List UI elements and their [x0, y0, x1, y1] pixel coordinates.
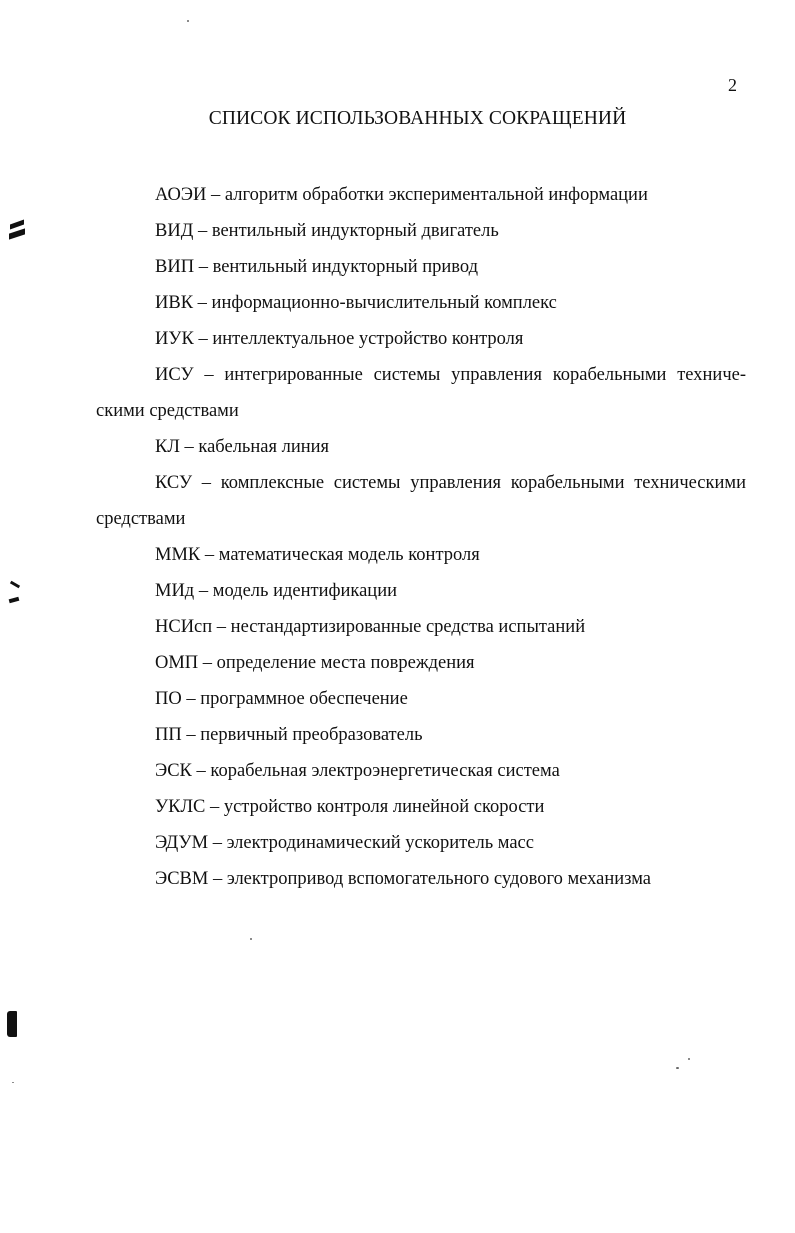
scan-speck — [688, 1058, 690, 1060]
separator: – — [181, 725, 201, 745]
page-number: 2 — [728, 75, 737, 95]
abbreviation: ММК — [155, 545, 201, 565]
separator: – — [198, 653, 217, 673]
scan-mark — [10, 581, 20, 589]
scan-speck — [250, 938, 252, 940]
definition: программное обеспечение — [200, 689, 408, 709]
separator: – — [200, 545, 219, 565]
separator: – — [191, 761, 211, 781]
abbreviation: УКЛС — [155, 797, 206, 817]
scan-mark — [7, 1011, 17, 1037]
scan-mark — [9, 597, 20, 603]
abbreviation: ИВК — [155, 293, 194, 313]
definition: интеллектуальное устройство контроля — [212, 329, 524, 349]
list-item — [96, 465, 746, 537]
abbreviation: ЭСВМ — [155, 869, 209, 889]
separator: – — [212, 617, 231, 637]
definition: модель идентификации — [212, 581, 397, 601]
definition: нестандартизированные средства испытаний — [230, 617, 586, 637]
definition: информационно-вычислительный комплекс — [211, 293, 557, 313]
list-item — [96, 285, 746, 321]
separator: – — [194, 581, 213, 601]
definition: алгоритм обработки экспериментальной информации — [224, 185, 648, 205]
list-item — [96, 357, 746, 429]
separator: – — [206, 185, 225, 205]
definition: интегрированные системы управления корабельными техниче-скими средствами — [96, 365, 747, 421]
separator: – — [194, 257, 213, 277]
abbreviation: НСИсп — [155, 617, 213, 637]
definition: вентильный индукторный двигатель — [211, 221, 499, 241]
definition: устройство контроля линейной скорости — [223, 797, 545, 817]
abbreviation: ВИД — [155, 221, 194, 241]
scan-mark — [10, 219, 24, 229]
abbreviation: АОЭИ — [155, 185, 207, 205]
definition: электропривод вспомогательного судового механизма — [226, 869, 651, 889]
definition: корабельная электроэнергетическая система — [210, 761, 560, 781]
separator: – — [193, 221, 212, 241]
abbreviation: КЛ — [155, 437, 180, 457]
abbreviation: ИУК — [155, 329, 194, 349]
separator: – — [192, 473, 221, 493]
list-item — [96, 429, 746, 465]
scan-speck — [676, 1067, 679, 1069]
list-item — [96, 249, 746, 285]
scan-speck — [12, 1082, 14, 1083]
abbreviation: КСУ — [155, 473, 193, 493]
list-item — [96, 825, 746, 861]
list-item — [96, 321, 746, 357]
separator: – — [193, 365, 225, 385]
list-item — [96, 681, 746, 717]
list-item — [96, 861, 746, 897]
definition: комплексные системы управления корабельными техническими средствами — [96, 473, 747, 529]
list-item — [96, 213, 746, 249]
abbreviation-list — [96, 177, 746, 897]
definition: математическая модель контроля — [218, 545, 480, 565]
abbreviation: ИСУ — [155, 365, 194, 385]
page-title: СПИСОК ИСПОЛЬЗОВАННЫХ СОКРАЩЕНИЙ — [208, 108, 627, 129]
abbreviation: ЭСК — [155, 761, 192, 781]
definition: электродинамический ускоритель масс — [226, 833, 534, 853]
separator: – — [205, 797, 224, 817]
abbreviation: ЭДУМ — [155, 833, 209, 853]
abbreviation: ПО — [155, 689, 182, 709]
abbreviation: ВИП — [155, 257, 195, 277]
separator: – — [181, 689, 201, 709]
separator: – — [208, 869, 227, 889]
list-item — [96, 789, 746, 825]
list-item — [96, 645, 746, 681]
definition: определение места повреждения — [216, 653, 475, 673]
abbreviation: МИд — [155, 581, 195, 601]
separator: – — [179, 437, 199, 457]
separator: – — [193, 329, 213, 349]
separator: – — [193, 293, 212, 313]
definition: кабельная линия — [198, 437, 330, 457]
list-item — [96, 537, 746, 573]
definition: первичный преобразователь — [200, 725, 423, 745]
list-item — [96, 609, 746, 645]
list-item — [96, 717, 746, 753]
abbreviation: ОМП — [155, 653, 199, 673]
scan-mark — [9, 228, 25, 239]
definition: вентильный индукторный привод — [212, 257, 479, 277]
scan-speck — [187, 20, 189, 22]
list-item — [96, 753, 746, 789]
list-item — [96, 573, 746, 609]
list-item — [96, 177, 746, 213]
separator: – — [208, 833, 227, 853]
abbreviation: ПП — [155, 725, 182, 745]
